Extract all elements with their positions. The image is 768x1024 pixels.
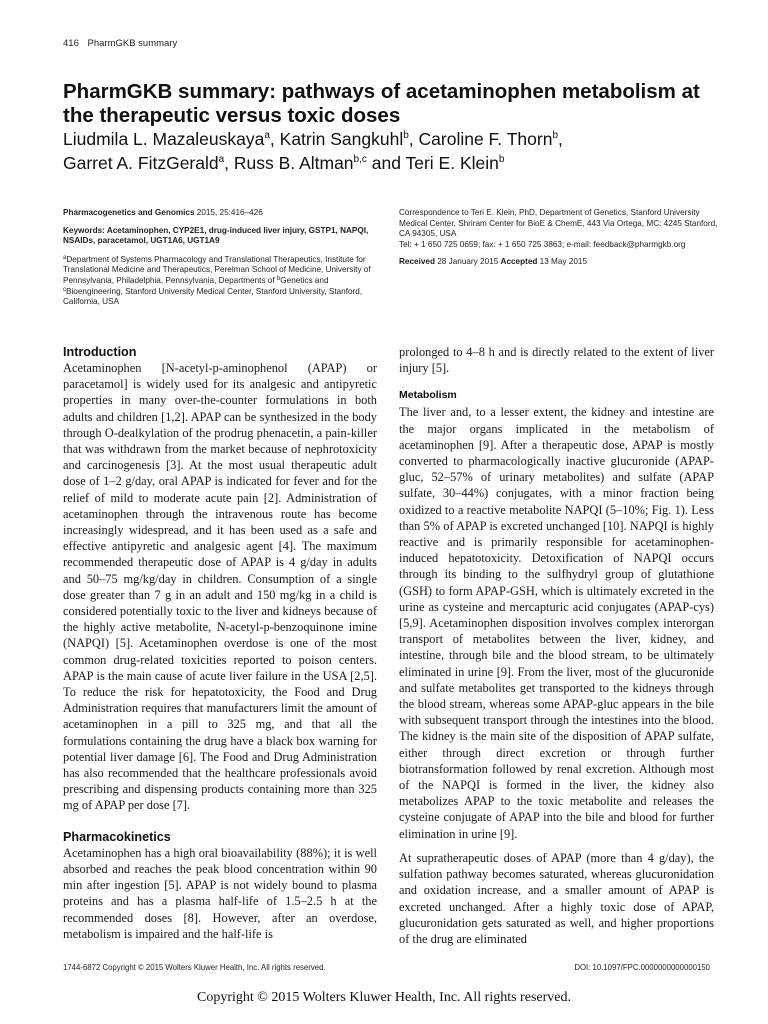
author — [406, 153, 505, 173]
section-heading-pharmacokinetics: Pharmacokinetics — [63, 829, 171, 844]
journal-running-title: PharmGKB summary — [87, 38, 178, 49]
keywords-label: Keywords: — [63, 225, 105, 235]
footer-issn: 1744-6872 Copyright © 2015 Wolters Kluwer Health, Inc. All rights reserved. — [63, 963, 326, 972]
affiliation-marker: b — [276, 275, 281, 282]
author-separator: and — [366, 153, 406, 173]
received-label: Received — [399, 257, 435, 267]
page-number: 416 — [63, 38, 79, 49]
author-affiliation: b,c — [353, 154, 367, 165]
accepted-label: Accepted — [500, 257, 538, 267]
article-metadata-left — [63, 208, 371, 308]
author-separator: , — [408, 129, 419, 149]
keywords — [63, 226, 371, 247]
left-column — [63, 344, 377, 942]
affiliation-marker: a — [63, 254, 67, 261]
contact-info: Tel: + 1 650 725 0659; fax: + 1 650 725 3863; e-mail: feedback@pharmgkb.org — [399, 239, 686, 249]
author-affiliation: b — [403, 130, 409, 141]
author-separator: , — [224, 153, 234, 173]
article-title: PharmGKB summary: pathways of acetaminophen metabolism at the therapeutic versus toxic doses — [63, 80, 700, 127]
keywords-text: Acetaminophen, CYP2E1, drug-induced liver injury, GSTP1, NAPQI, NSAIDs, paracetamol, UGT1A6, UGT1A9 — [63, 225, 369, 246]
author-separator: , — [269, 129, 280, 149]
article-metadata-right — [399, 208, 719, 268]
author — [63, 129, 280, 149]
supratherapeutic-paragraph: At supratherapeutic doses of APAP (more than 4 g/day), the sulfation pathway becomes saturated, whereas glucuronidation and oxidation increase, and a smaller amount of APAP is excreted unchanged. After a highly toxic dose of APAP, glucuronidation gets saturated as well, and higher proportions of the drug are eliminated — [399, 850, 714, 946]
author — [63, 153, 234, 173]
right-column — [399, 344, 714, 947]
metabolism-paragraph: The liver and, to a lesser extent, the kidney and intestine are the major organs implicated in the metabolism of acetaminophen [9]. After a therapeutic dose, APAP is mostly converted to pharmacologically inactive glucuronide (APAP-gluc, 52–57% of urinary metabolites) and sulfate (APAP sulfate, 30–44%) conjugates, with a minor fraction being oxidized to a reactive metabolite NAPQI (5–10%; Fig. 1). Less than 5% of APAP is excreted unchanged [10]. NAPQI is highly reactive and is primarily responsible for acetaminophen-induced hepatotoxicity. Detoxification of NAPQI occurs through its binding to the sulfhydryl group of glutathione (GSH) to form APAP-GSH, which is ultimately excreted in the urine as cysteine and mercapturic acid conjugates (APAP-cys) [5,9]. Acetaminophen disposition involves complex interorgan transport of metabolites between the liver, kidney, and intestine, through bile and the blood stream, to be ultimately eliminated in urine [9]. From the liver, most of the glucuronide and sulfate metabolites get transported to the kidneys through the blood stream, whereas some APAP-gluc appears in the bile with subsequent transport through the intestines into the blood. The kidney is the main site of the disposition of APAP sulfate, either through direct excretion or through further biotransformation followed by renal excretion. Although most of the NAPQI is formed in the liver, the kidney also metabolizes APAP to the toxic metabolite and releases the cysteine conjugate of APAP into the bile and blood for further elimination in urine [9]. — [399, 405, 714, 841]
introduction-paragraph: Acetaminophen [N-acetyl-p-aminophenol (APAP) or paracetamol] is widely used for its analgesic and antipyretic properties in many over-the-counter formulations in both adults and children [1,2]. APAP can be synthesized in the body through O-dealkylation of the prodrug phenacetin, a pain-killer that was withdrawn from the market because of nephrotoxicity and carcinogenesis [3]. At the most usual therapeutic adult dose of 1–2 g/day, oral APAP is indicated for fever and for the relief of mild to moderate acute pain [2]. Administration of acetaminophen through the intravenous route has become increasingly widespread, and it has been used as a safe and effective antipyretic and analgesic agent [4]. The maximum recommended therapeutic dose of APAP is 4 g/day in adults and 50–75 mg/kg/day in children. Consumption of a single dose greater than 7 g in an adult and 150 mg/kg in a child is considered potentially toxic to the liver and kidneys because of the highly active metabolite, N-acetyl-p-benzoquinone imine (NAPQI) [5]. Acetaminophen overdose is one of the most common drug-related toxicities reported to poison centers. APAP is the main cause of acute liver failure in the USA [2,5]. To reduce the risk for hepatotoxicity, the Food and Drug Administration requires that manufacturers limit the amount of acetaminophen in a pill to 325 mg, and that all the formulations containing the drug have a black box warning for potential liver damage [6]. The Food and Drug Administration has also recommended that the healthcare professionals avoid prescribing and dispensing products containing more than 325 mg of APAP per dose [7]. — [63, 361, 377, 813]
author-affiliation: b — [498, 154, 505, 165]
footer-doi: DOI: 10.1097/FPC.0000000000000150 — [574, 963, 710, 972]
journal-reference: 2015, 25:416–426 — [194, 208, 263, 217]
author-list — [63, 127, 733, 175]
author-separator: , — [558, 129, 563, 149]
subsection-heading-metabolism: Metabolism — [399, 389, 457, 402]
author-name: Caroline F. Thorn — [418, 129, 553, 149]
author-affiliation: a — [218, 154, 225, 165]
author-name: Liudmila L. Mazaleuskaya — [63, 129, 265, 149]
affiliation-text: Bioengineering, Stanford University Medical Center, Stanford University, Stanford, California, USA — [63, 286, 363, 307]
correspondence: Correspondence to Teri E. Klein, PhD, Department of Genetics, Stanford University Medical Center, Shriram Center for BioE & ChemE, 443 Via Ortega, MC: 4245 Stanford, CA 94305, USA — [399, 208, 718, 239]
section-heading-introduction: Introduction — [63, 345, 137, 359]
pharmacokinetics-paragraph: Acetaminophen has a high oral bioavailability (88%); it is well absorbed and reaches the peak blood concentration within 90 min after ingestion [5]. APAP is not widely bound to plasma proteins and has a plasma half-life of 1.5–2.5 h at the recommended doses [8]. However, after an overdose, metabolism is impaired and the half-life is — [63, 845, 377, 941]
author-affiliation: a — [264, 130, 270, 141]
article-dates — [399, 257, 719, 268]
journal-citation — [63, 208, 371, 219]
author-affiliation: b — [552, 130, 558, 141]
author-name: Katrin Sangkuhl — [279, 129, 404, 149]
affiliation-text: Department of Systems Pharmacology and Translational Therapeutics, Institute for Translational Medicine and Therapeutics, Perelman School of Medicine, University of Pennsylvania, Philadelphia, Pennsylvania, Departments of — [63, 254, 371, 285]
author — [280, 129, 419, 149]
continuation-paragraph: prolonged to 4–8 h and is directly related to the extent of liver injury [5]. — [399, 345, 714, 376]
affiliation-marker: c — [63, 286, 66, 293]
author-name: Garret A. FitzGerald — [63, 153, 219, 173]
accepted-date: 13 May 2015 — [537, 257, 588, 267]
author — [234, 153, 406, 173]
journal-name: Pharmacogenetics and Genomics — [63, 208, 195, 217]
copyright-notice: Copyright © 2015 Wolters Kluwer Health, Inc. All rights reserved. — [197, 990, 571, 1005]
running-header — [63, 38, 177, 49]
affiliations — [63, 255, 371, 308]
author — [419, 129, 563, 149]
author-name: Russ B. Altman — [233, 153, 354, 173]
author-name: Teri E. Klein — [405, 153, 499, 173]
received-date: 28 January 2015 — [434, 257, 501, 267]
affiliation-text: Genetics and — [280, 275, 329, 285]
